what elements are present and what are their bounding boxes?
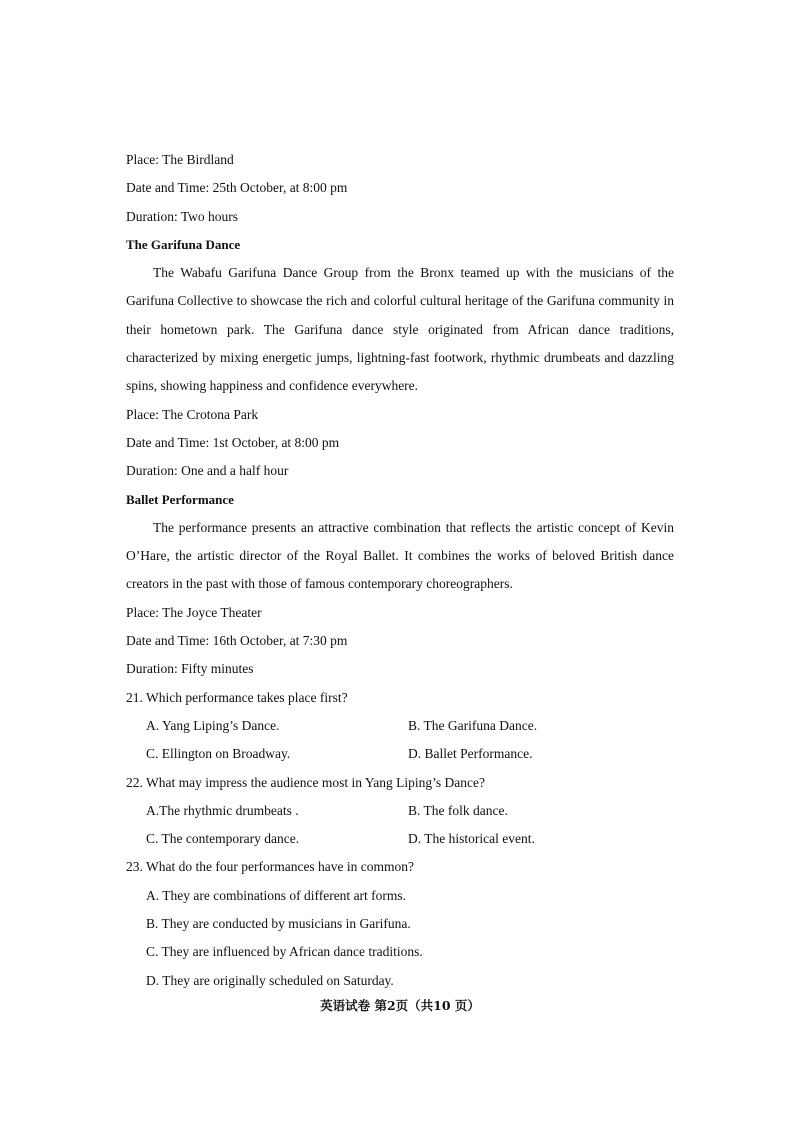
ballet-date-time: Date and Time: 16th October, at 7:30 pm [126,633,348,649]
question-23-option-c: C. They are influenced by African dance traditions. [146,944,423,960]
question-23-stem: 23. What do the four performances have in common? [126,859,415,875]
ballet-paragraph: The performance presents an attractive combination that reflects the artistic concept of Kevin O’Hare, the artistic director of the Royal Ballet. It combines the works of beloved British dance creators in the past with those of famous contemporary choreographers. [126,519,674,592]
exam-page-content [126,146,674,995]
question-21-option-c: C. Ellington on Broadway. [146,746,291,762]
ballet-place: Place: The Joyce Theater [126,604,262,620]
question-22-option-b: B. The folk dance. [408,802,508,818]
question-21-stem: 21. Which performance takes place first? [126,689,348,705]
event-date-time: Date and Time: 25th October, at 8:00 pm [126,180,348,196]
question-23-option-a: A. They are combinations of different art forms. [146,887,407,903]
garifuna-duration: Duration: One and a half hour [126,463,289,479]
ballet-duration: Duration: Fifty minutes [126,661,254,677]
event-duration: Duration: Two hours [126,208,239,224]
question-21-option-d: D. Ballet Performance. [408,746,533,762]
question-21-option-a: A. Yang Liping’s Dance. [146,717,280,733]
garifuna-place: Place: The Crotona Park [126,406,259,422]
question-21-options-row-2 [126,740,674,768]
question-22-options-row-1 [126,797,674,825]
question-22-stem: 22. What may impress the audience most in Yang Liping’s Dance? [126,774,485,790]
garifuna-paragraph: The Wabafu Garifuna Dance Group from the Bronx teamed up with the musicians of the Garifuna Collective to showcase the rich and colorful cultural heritage of the Garifuna community in their hometown park. The Garifuna dance style originated from African dance traditions, characterized by mixing energetic jumps, lightning-fast footwork, rhythmic drumbeats and dazzling spins, showing happiness and confidence everywhere. [126,265,674,394]
page-footer: 英语试卷 第2页（共10 页） [320,998,480,1013]
question-21-option-b: B. The Garifuna Dance. [408,717,538,733]
section-title-ballet: Ballet Performance [126,491,234,507]
question-22-option-c: C. The contemporary dance. [146,831,300,847]
event-place: Place: The Birdland [126,152,234,167]
section-title-garifuna: The Garifuna Dance [126,236,241,252]
question-22-options-row-2 [126,825,674,853]
question-23-option-b: B. They are conducted by musicians in Garifuna. [146,916,411,932]
question-21-options-row-1 [126,712,674,740]
garifuna-date-time: Date and Time: 1st October, at 8:00 pm [126,434,340,450]
question-22-option-a: A.The rhythmic drumbeats . [146,802,299,818]
question-22-option-d: D. The historical event. [408,831,535,847]
question-23-option-d: D. They are originally scheduled on Saturday. [146,972,394,988]
